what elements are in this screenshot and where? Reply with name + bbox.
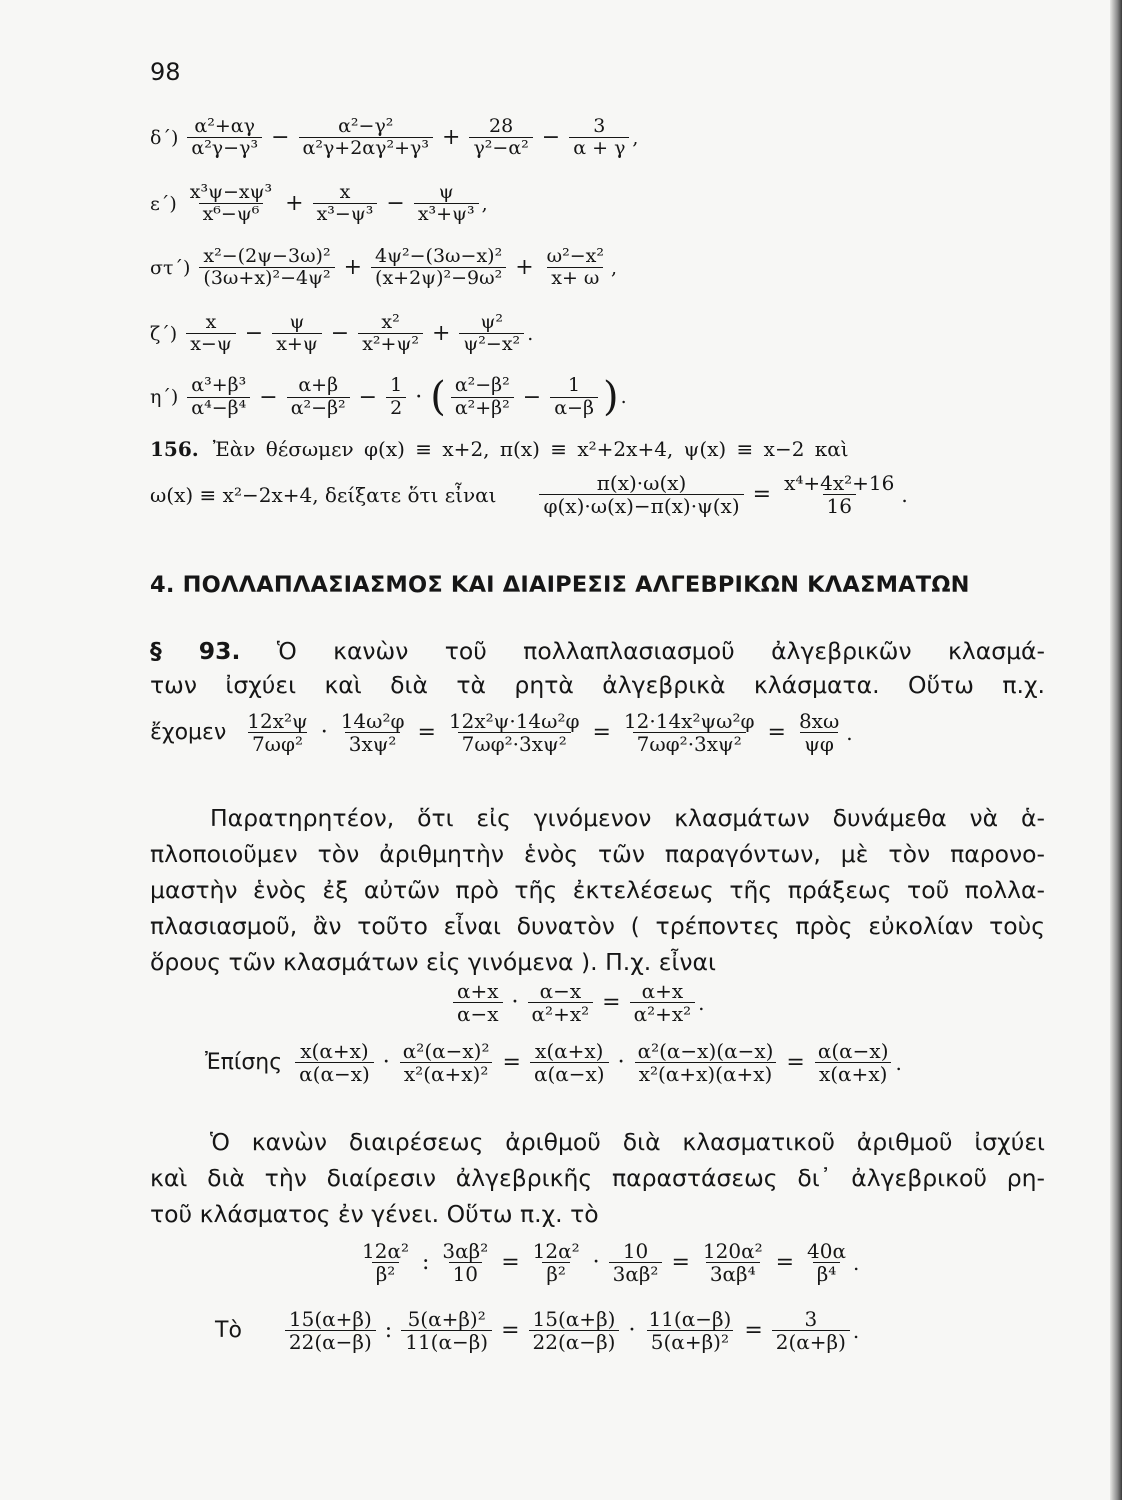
fraction: $\frac{10}{\text{3αβ²}}$ [609, 1240, 663, 1286]
fraction: $\frac{\text{3αβ²}}{10}$ [442, 1239, 489, 1287]
fraction: $\frac{\text{x²−(2ψ−3ω)²}}{\text{(3ω+x)²−4ψ²}}$ [199, 246, 334, 290]
fraction: $\frac{\text{α³+β³}}{\text{α⁴−β⁴}}$ [187, 375, 250, 419]
observation-paragraph: Παρατηρητέον, ὅτι εἰς γινόμενον κλασμάτων δυνάμεθα νὰ ἁ- πλοποιοῦμεν τὸν ἀριθμητὴν ἑνὸς τῶν παραγόντων, μὲ τὸν παρονο- μαστὴν ἑνὸς ἐξ αὐτῶν πρὸ τῆς ἐκτελέσεως τῆς πράξεως τοῦ πολλα- πλασιασμοῦ, ἂν τοῦτο εἶναι δυνατὸν ( τρέποντες πρὸς εὐκολίαν τοὺς ὅρους τῶν κλασμάτων εἰς γινόμενα ). Π.χ. εἶναι [150, 804, 1045, 976]
fraction: $\frac{x(\alpha+x)}{\alpha(\alpha-x)}$ [530, 1040, 609, 1086]
exercise-st: στ΄) $\frac{\text{x²−(2ψ−3ω)²}}{\text{(3ω+x)²−4ψ²}}$ + $\frac{\text{4ψ²−(3ω−x)²}}{\text{(x+2ψ)²−9ω²}}$ + $\frac{\text{ω²−x²}}{x+ \omega}$ , [150, 245, 618, 290]
fraction: $\frac{15(\alpha+\beta)}{22(\alpha-\beta)}$ [529, 1308, 620, 1354]
fraction: $\frac{\text{12x²ψ·14ω²φ}}{\text{7ωφ²·3xψ²}}$ [448, 709, 580, 757]
fraction: $\frac{\psi}{\text{x³+ψ³}}$ [414, 182, 479, 226]
example-division-1: $\frac{\text{12α²}}{\text{β²}}$ : $\frac{\text{3αβ²}}{10}$ = $\frac{\text{12α²}}{\text{β²}}$ · $\frac{10}{\text{3αβ²}}$ = $\frac{\text{120α²}}{\text{3αβ⁴}}$ = $\frac{40\alpha}{\text{β⁴}}$ . [355, 1240, 859, 1286]
fraction: $\frac{1}{\alpha-\beta}$ [550, 375, 598, 419]
fraction: $\frac{3}{2(\alpha+\beta)}$ [772, 1308, 850, 1354]
fraction: $\frac{\alpha(\alpha-x)}{x(\alpha+x)}$ [814, 1040, 893, 1086]
fraction: $\frac{\text{x⁴+4x²+16}}{16}$ [784, 471, 895, 519]
example-multiplication: ἔχομεν $\frac{\text{12x²ψ}}{\text{7ωφ²}}$ · $\frac{\text{14ω²φ}}{\text{3xψ²}}$ = $\frac{\text{12x²ψ·14ω²φ}}{\text{7ωφ²·3xψ²}}$ = $\frac{\text{12·14x²ψω²φ}}{\text{7ωφ²·3xψ²}}$ = $\frac{8x\omega}{\psi\varphi}$ . [150, 709, 853, 757]
page-number: 98 [150, 58, 181, 86]
fraction: $\frac{1}{2}$ [386, 375, 406, 419]
fraction: $\frac{\text{12α²}}{\text{β²}}$ [532, 1239, 580, 1287]
fraction: $\frac{\alpha+\beta}{\text{α²−β²}}$ [287, 375, 350, 419]
exercise-label: η΄) [150, 386, 179, 408]
exercise-eta: η΄) $\frac{\text{α³+β³}}{\text{α⁴−β⁴}}$ − $\frac{\alpha+\beta}{\text{α²−β²}}$ − $\frac{1}{2}$ · ( $\frac{\text{α²−β²}}{\text{α²+β²}}$ − $\frac{1}{\alpha-\beta}$ ) . [150, 374, 627, 420]
fraction: $\frac{40\alpha}{\text{β⁴}}$ [807, 1239, 846, 1287]
fraction: $\frac{\text{5(α+β)²}}{11(\alpha-\beta)}$ [401, 1308, 492, 1354]
section-number: § 93. [150, 637, 241, 665]
fraction: $\frac{15(\alpha+\beta)}{22(\alpha-\beta)}$ [285, 1308, 376, 1354]
fraction: $\frac{\text{ψ²}}{\text{ψ²−x²}}$ [459, 312, 524, 356]
example-division-2: Τὸ $\frac{15(\alpha+\beta)}{22(\alpha-\beta)}$ : $\frac{\text{5(α+β)²}}{11(\alpha-\beta)}$ = $\frac{15(\alpha+\beta)}{22(\alpha-\beta)}$ · $\frac{11(\alpha-\beta)}{\text{5(α+β)²}}$ = $\frac{3}{2(\alpha+\beta)}$ . [215, 1307, 860, 1355]
section-93-paragraph: § 93. Ὁ κανὼν τοῦ πολλαπλασιασμοῦ ἀλγεβρικῶν κλασμά- των ἰσχύει καὶ διὰ τὰ ρητὰ ἀλγεβρικὰ κλάσματα. Οὕτω π.χ. [150, 637, 1046, 699]
fraction: $\frac{\text{14ω²φ}}{\text{3xψ²}}$ [340, 709, 405, 757]
fraction: $\frac{\alpha+x}{\text{α²+x²}}$ [630, 980, 696, 1026]
exercise-label: στ΄) [150, 256, 191, 279]
fraction: $\frac{11(\alpha-\beta)}{\text{5(α+β)²}}$ [648, 1307, 732, 1355]
exercise-156-line2: ω(x) ≡ x²−2x+4, δείξατε ὅτι εἶναι $\frac{\pi(x)\cdot\omega(x)}{\varphi(x)\cdot\omega(x)-\pi(x)\cdot\psi(x)}$ = $\frac{\text{x⁴+4x²+16}}{16}$ . [150, 471, 908, 519]
fraction: $\frac{\psi}{x+\psi}$ [272, 312, 322, 356]
fraction: $\frac{x}{\text{x³−ψ³}}$ [313, 182, 378, 226]
exercise-label: ζ΄) [150, 322, 178, 345]
section-heading: 4. ΠΟΛΛΑΠΛΑΣΙΑΣΜΟΣ ΚΑΙ ΔΙΑΙΡΕΣΙΣ ΑΛΓΕΒΡΙΚΩΝ ΚΛΑΣΜΑΤΩΝ [150, 572, 970, 598]
fraction: $\frac{\alpha-x}{\text{α²+x²}}$ [528, 980, 594, 1026]
exercise-label: ε΄) [150, 192, 177, 215]
fraction: $\frac{\alpha+x}{\alpha-x}$ [453, 980, 503, 1026]
fraction: $\frac{\text{x³ψ−xψ³}}{\text{x⁶−ψ⁶}}$ [189, 181, 273, 226]
fraction: $\frac{x(\alpha+x)}{\alpha(\alpha-x)}$ [295, 1040, 374, 1086]
exercise-number: 156. [150, 437, 199, 461]
fraction: $\frac{\text{α²(α−x)(α−x)}}{\text{x²(α+x)(α+x)}}$ [634, 1040, 778, 1086]
fraction: $\frac{8x\omega}{\psi\varphi}$ [798, 709, 840, 757]
exercise-epsilon: ε΄) $\frac{\text{x³ψ−xψ³}}{\text{x⁶−ψ⁶}}$ + $\frac{x}{\text{x³−ψ³}}$ − $\frac{\psi}{\text{x³+ψ³}}$ , [150, 181, 488, 226]
fraction: $\frac{\text{ω²−x²}}{x+ \omega}$ [546, 245, 605, 290]
example-simplify-2: Ἐπίσης $\frac{x(\alpha+x)}{\alpha(\alpha-x)}$ · $\frac{\text{α²(α−x)²}}{\text{x²(α+x)²}}$ = $\frac{x(\alpha+x)}{\alpha(\alpha-x)}$ · $\frac{\text{α²(α−x)(α−x)}}{\text{x²(α+x)(α+x)}}$ = $\frac{\alpha(\alpha-x)}{x(\alpha+x)}$ . [205, 1039, 902, 1087]
fraction: $\frac{\text{α²(α−x)²}}{\text{x²(α+x)²}}$ [399, 1040, 494, 1086]
fraction: $\frac{\text{α²−γ²}}{\text{α²γ+2αγ²+γ³}}$ [299, 116, 434, 160]
fraction: $\frac{\text{120α²}}{\text{3αβ⁴}}$ [702, 1239, 763, 1287]
example-simplify-1: $\frac{\alpha+x}{\alpha-x}$ · $\frac{\alpha-x}{\text{α²+x²}}$ = $\frac{\alpha+x}{\text{α²+x²}}$ . [450, 980, 705, 1026]
exercise-delta: δ΄) $\frac{\text{α²+αγ}}{\text{α²γ−γ³}}$ − $\frac{\text{α²−γ²}}{\text{α²γ+2αγ²+γ³}}$ + $\frac{28}{\text{γ²−α²}}$ − $\frac{3}{\alpha + \gamma}$ , [150, 115, 639, 160]
fraction: $\frac{x}{x-\psi}$ [186, 312, 236, 356]
division-paragraph: Ὁ κανὼν διαιρέσεως ἀριθμοῦ διὰ κλασματικοῦ ἀριθμοῦ ἰσχύει καὶ διὰ τὴν διαίρεσιν ἀλγεβρικῆς παραστάσεως δι᾽ ἀλγεβρικοῦ ρη- τοῦ κλάσματος ἐν γένει. Οὕτω π.χ. τὸ [150, 1128, 1045, 1228]
fraction: $\frac{\pi(x)\cdot\omega(x)}{\varphi(x)\cdot\omega(x)-\pi(x)\cdot\psi(x)}$ [539, 472, 743, 518]
exercise-156-text: ω(x) ≡ x²−2x+4, δείξατε ὅτι εἶναι [150, 482, 497, 507]
fraction: $\frac{\text{x²}}{\text{x²+ψ²}}$ [358, 312, 423, 356]
exercise-zeta: ζ΄) $\frac{x}{x-\psi}$ − $\frac{\psi}{x+\psi}$ − $\frac{\text{x²}}{\text{x²+ψ²}}$ + $\frac{\text{ψ²}}{\text{ψ²−x²}}$ . [150, 311, 534, 356]
fraction: $\frac{\text{α²+αγ}}{\text{α²γ−γ³}}$ [187, 116, 262, 160]
fraction: $\frac{\text{12x²ψ}}{\text{7ωφ²}}$ [247, 709, 308, 757]
fraction: $\frac{3}{\alpha + \gamma}$ [569, 116, 629, 160]
exercise-label: δ΄) [150, 126, 179, 149]
fraction: $\frac{\text{12·14x²ψω²φ}}{\text{7ωφ²·3xψ²}}$ [623, 709, 755, 757]
fraction: $\frac{\text{12α²}}{\text{β²}}$ [362, 1239, 409, 1287]
fraction: $\frac{28}{\text{γ²−α²}}$ [469, 116, 532, 160]
fraction: $\frac{\text{4ψ²−(3ω−x)²}}{\text{(x+2ψ)²−9ω²}}$ [371, 246, 506, 290]
exercise-156-text: Ἐὰν θέσωμεν φ(x) ≡ x+2, π(x) ≡ x²+2x+4, ψ(x) ≡ x−2 καὶ [212, 437, 849, 461]
page-edge-shadow [1110, 0, 1122, 1500]
fraction: $\frac{\text{α²−β²}}{\text{α²+β²}}$ [451, 375, 514, 419]
exercise-156-line1 [150, 437, 849, 461]
